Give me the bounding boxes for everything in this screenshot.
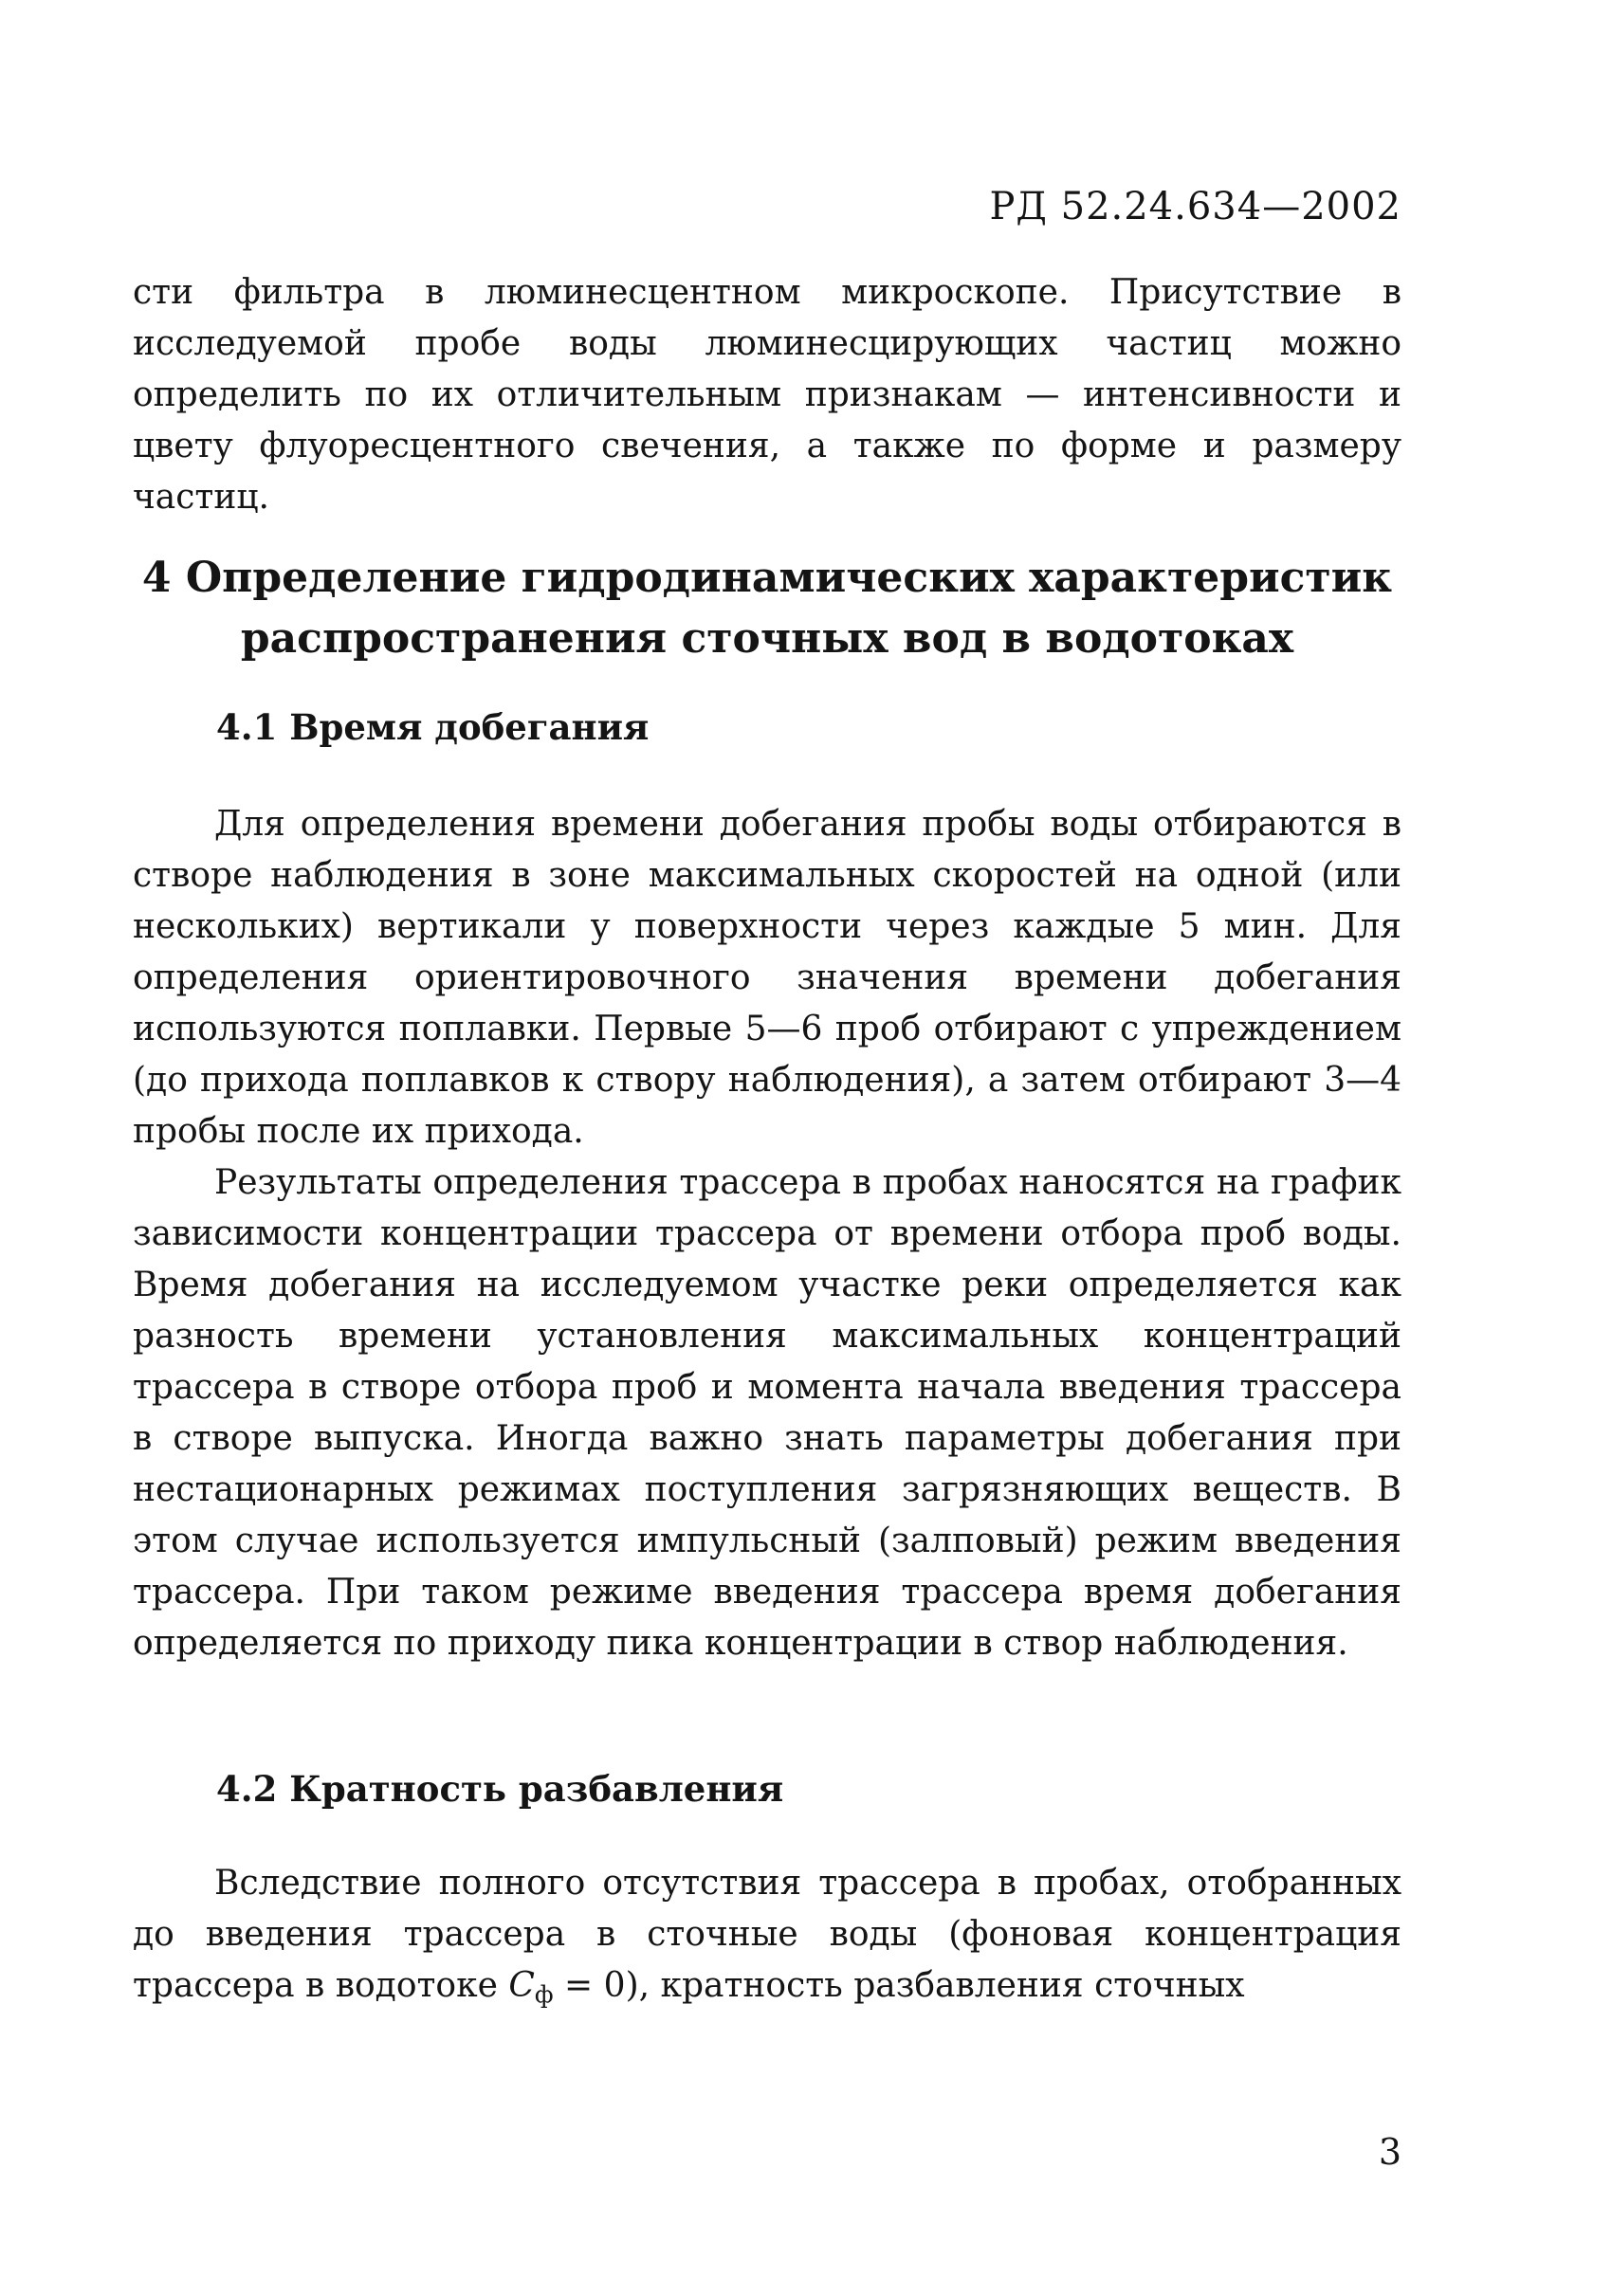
intro-text: сти фильтра в люминесцентном микроскопе. Присутствие в исследуемой пробе воды люминесцирующих частиц можно определить по их отличительным признакам — интенсивности и цвету флуоресцентного свечения, а также по форме и размеру частиц.: [133, 273, 1401, 517]
section-4-2-title: 4.2 Кратность разбавления: [216, 1768, 784, 1810]
section-4-2-text-before: Вследствие полного отсутствия трассера в пробах, отобранных до введения трассера в сточные воды (фоновая концентрация трассера в водотоке: [133, 1864, 1401, 2005]
chapter-title: 4 Определение гидродинамических характеристик распространения сточных вод в водотоках: [141, 554, 1393, 663]
section-4-1-body: [133, 799, 1401, 1669]
formula-variable: C: [508, 1966, 535, 2005]
section-4-2-text-after: = 0), кратность разбавления сточных: [553, 1966, 1245, 2005]
document-code: РД 52.24.634—2002: [989, 185, 1401, 228]
section-4-2-body: [133, 1858, 1401, 2020]
formula-subscript: ф: [534, 1980, 554, 2009]
section-4-2-paragraph: [133, 1858, 1401, 2020]
section-4-1-paragraph-1: Для определения времени добегания пробы воды отбираются в створе наблюдения в зоне максимальных скоростей на одной (или нескольких) вертикали у поверхности через каждые 5 мин. Для определения ориентировочного значения времени добегания используются поплавки. Первые 5—6 проб отбирают с упреждением (до прихода поплавков к створу наблюдения), а затем отбирают 3—4 пробы после их прихода.: [133, 805, 1401, 1151]
intro-paragraph: [133, 267, 1401, 523]
page-number: 3: [1378, 2131, 1401, 2173]
section-4-1-paragraph-2: Результаты определения трассера в пробах наносятся на график зависимости концентрации трассера от времени отбора проб воды. Время добегания на исследуемом участке реки определяется как разность времени установления максимальных концентраций трассера в створе отбора проб и момента начала введения трассера в створе выпуска. Иногда важно знать параметры добегания при нестационарных режимах поступления загрязняющих веществ. В этом случае используется импульсный (залповый) режим введения трассера. При таком режиме введения трассера время добегания определяется по приходу пика концентрации в створ наблюдения.: [133, 1163, 1401, 1663]
section-4-1-title: 4.1 Время добегания: [216, 706, 650, 748]
